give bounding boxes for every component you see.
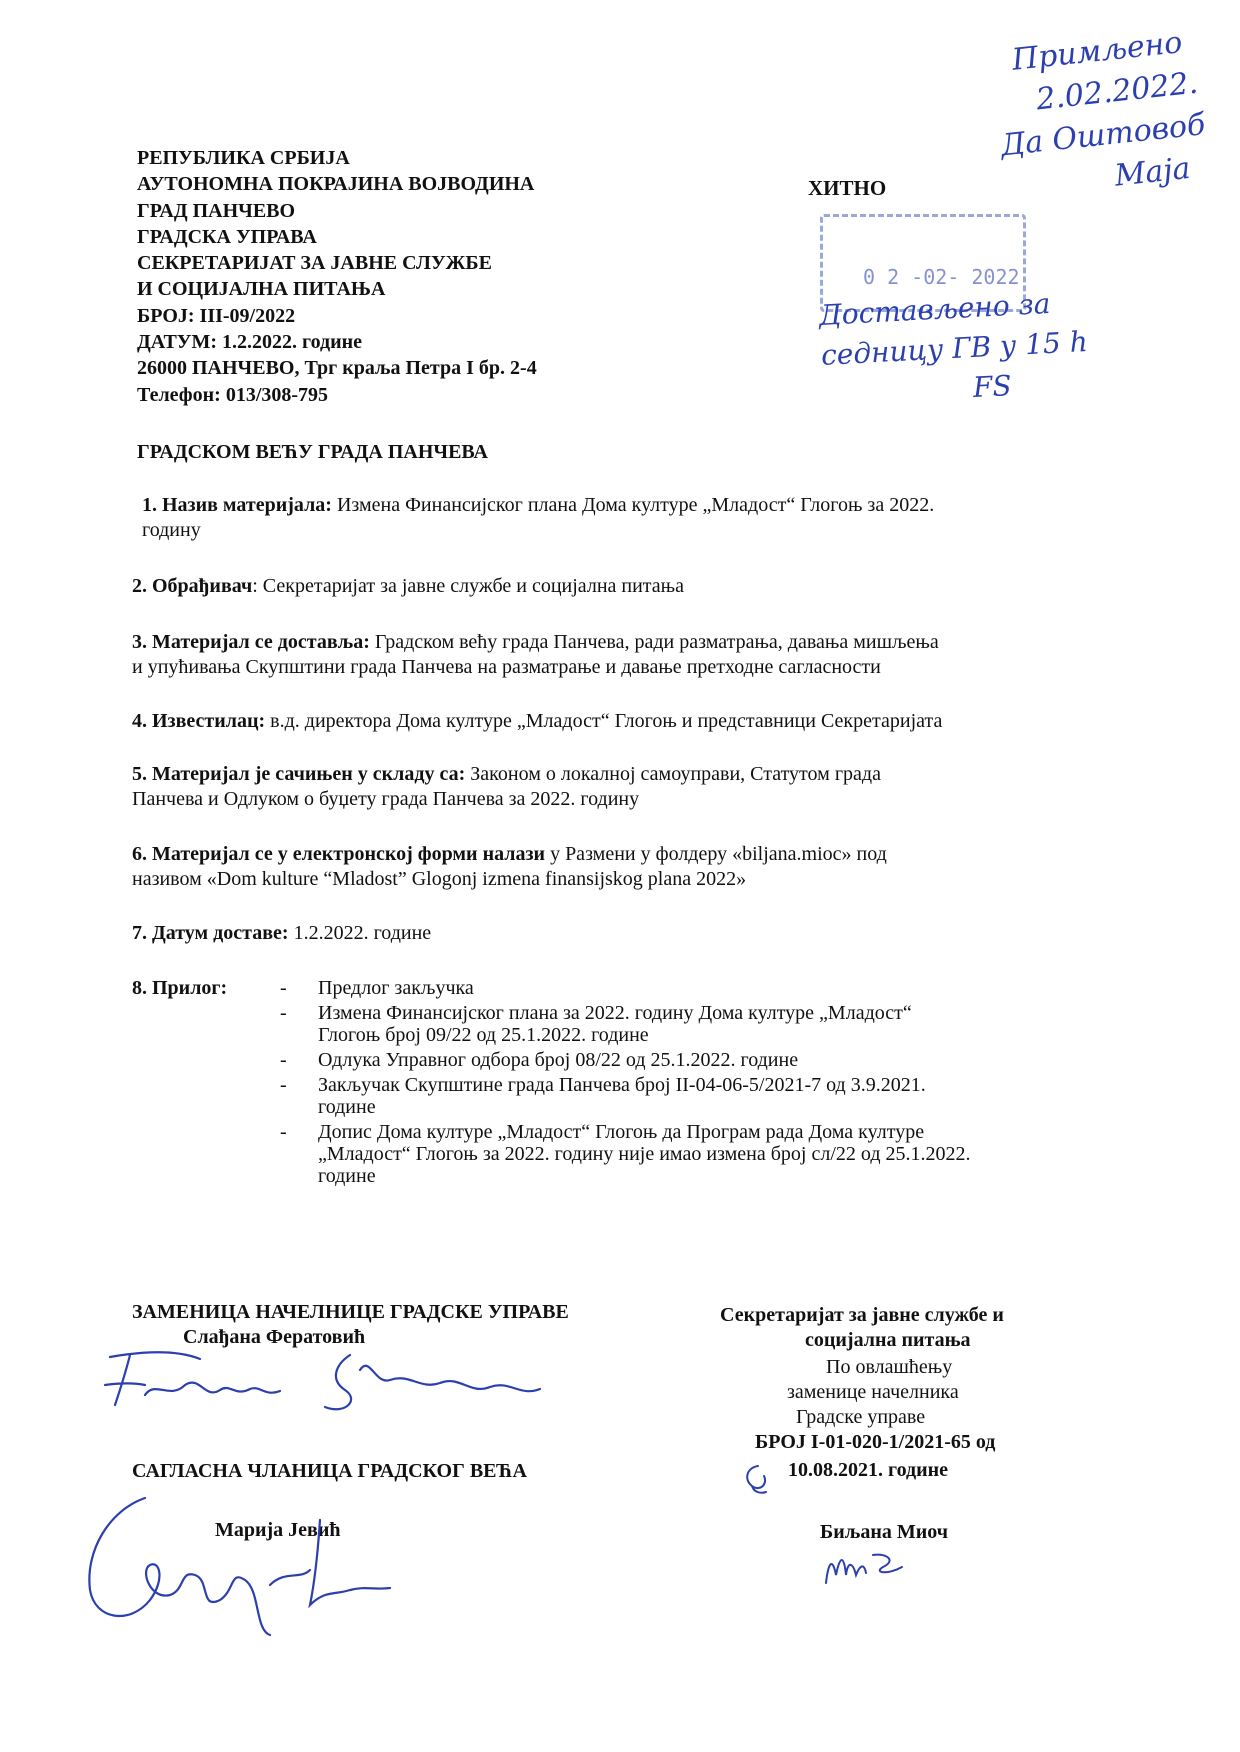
item-text: Измена Финансијског плана Дома културе „Младост“ Глогоњ за 2022. [331,494,935,516]
item-3 [132,630,939,680]
attachment-line: - Допис Дома културе „Младост“ Глогоњ да Програм рада Дома културе [318,1121,925,1143]
authorization-line: Градске управе [796,1406,926,1428]
header-line: И СОЦИЈАЛНА ПИТАЊА [137,278,386,301]
signature-jevic [70,1490,400,1640]
item-2 [132,574,684,599]
item-label: 3. Материјал се доставља: [132,631,370,653]
authorization-number: БРОЈ I-01-020-1/2021-65 од [755,1431,996,1453]
item-text: Законом о локалној самоуправи, Статутом града [465,763,881,785]
header-line: СЕКРЕТАРИЈАТ ЗА ЈАВНЕ СЛУЖБЕ [137,252,492,275]
item-text: : Секретаријат за јавне службе и социјална питања [252,575,685,597]
secretariat-title-line2: социјална питања [805,1329,971,1351]
item-text: и упућивања Скупштини града Панчева на разматрање и давање претходне сагласности [132,656,881,678]
item-5 [132,762,881,812]
stamp-date: 0 2 -02- 2022 [863,265,1020,289]
authorization-line: По овлашћењу [826,1356,953,1378]
item-label: 4. Известилац: [132,710,266,732]
handwritten-line: Да Оштовоб [999,107,1207,164]
attachments-list [280,977,971,1190]
item-text: 1.2.2022. године [288,922,432,944]
item-7 [132,921,431,946]
item-text: у Размени у фолдеру «biljana.mioc» под [545,843,887,865]
attachment-line: - Закључак Скупштине града Панчева број II-04-06-5/2021-7 од 3.9.2021. [318,1074,926,1096]
item-label: 5. Материјал је сачињен у складу са: [132,763,466,785]
attachment-line: године [318,1165,376,1187]
document-header [137,145,537,408]
item-text: Панчева и Одлуком о буџету града Панчева за 2022. годину [132,788,640,810]
attachment-line: - Предлог закључка [318,977,474,999]
council-member-title: САГЛАСНА ЧЛАНИЦА ГРАДСКОГ ВЕЋА [132,1460,527,1482]
urgent-label: ХИТНО [808,176,887,200]
handwritten-line: Примљено [1010,25,1184,78]
attachment-line: „Младост“ Глогоњ за 2022. годину није имао измена број сл/22 од 25.1.2022. [318,1143,971,1165]
handwritten-line: Достављено за [818,286,1052,332]
attachment-item [280,1049,971,1071]
attachment-item [280,1121,971,1187]
item-label: 6. Материјал се у електронској форми налази [132,843,546,865]
council-member-name: Марија Јевић [215,1519,341,1541]
header-line: РЕПУБЛИКА СРБИЈА [137,147,350,169]
item-text: називом «Dom kulture “Mladost” Glogonj izmena finansijskog plana 2022» [132,868,747,890]
item-label: 2. Обрађивач [132,575,253,597]
item-text: Градском већу града Панчева, ради разматрања, давања мишљења [369,631,939,653]
item-4 [132,709,942,734]
authorization-line: заменице начелника [787,1381,959,1403]
header-line: 26000 ПАНЧЕВО, Трг краља Петра I бр. 2-4 [137,357,537,380]
item-label: 7. Датум доставе: [132,922,289,944]
secretariat-title-line1: Секретаријат за јавне службе и [720,1304,1004,1326]
item-text: годину [142,519,201,541]
signature-mioc [818,1545,908,1590]
header-line: БРОЈ: III-09/2022 [137,304,296,327]
secretary-name: Биљана Миоч [820,1521,949,1543]
handwritten-delivery-note [818,282,1091,416]
item-1 [142,493,934,543]
handwritten-received-note [999,21,1212,207]
header-line: АУТОНОМНА ПОКРАЈИНА ВОЈВОДИНА [137,173,535,196]
initial-mark [738,1462,778,1498]
header-line: ГРАДСКА УПРАВА [137,225,317,248]
item-6 [132,842,887,892]
handwritten-line: Маја [1112,150,1193,194]
attachment-line: Глогоњ број 09/22 од 25.1.2022. године [318,1024,649,1046]
attachment-item [280,1074,971,1118]
addressee: ГРАДСКОМ ВЕЋУ ГРАДА ПАНЧЕВА [137,441,488,463]
attachment-line: - Измена Финансијског плана за 2022. годину Дома културе „Младост“ [318,1002,912,1024]
signature-feratovic [90,1345,560,1420]
handwritten-line: 2.02.2022. [1034,65,1200,118]
header-line: Телефон: 013/308-795 [137,383,329,406]
attachments-label: 8. Прилог: [132,977,228,999]
deputy-head-title: ЗАМЕНИЦА НАЧЕЛНИЦЕ ГРАДСКЕ УПРАВЕ [132,1301,569,1323]
handwritten-line: FS [972,369,1013,404]
item-label: 1. Назив материјала: [142,494,332,516]
header-line: ГРАД ПАНЧЕВО [137,199,296,222]
attachment-item [280,977,971,999]
deputy-head-name: Слађана Фератовић [183,1326,366,1348]
authorization-date: 10.08.2021. године [788,1459,949,1481]
handwritten-line: седницу ГВ у 15 h [820,324,1089,372]
attachment-item [280,1002,971,1046]
item-text: в.д. директора Дома културе „Младост“ Глогоњ и представници Секретаријата [265,710,943,732]
header-line: ДАТУМ: 1.2.2022. године [137,331,363,354]
attachment-line: године [318,1096,376,1118]
attachment-line: - Одлука Управног одбора број 08/22 од 25.1.2022. године [318,1049,799,1071]
